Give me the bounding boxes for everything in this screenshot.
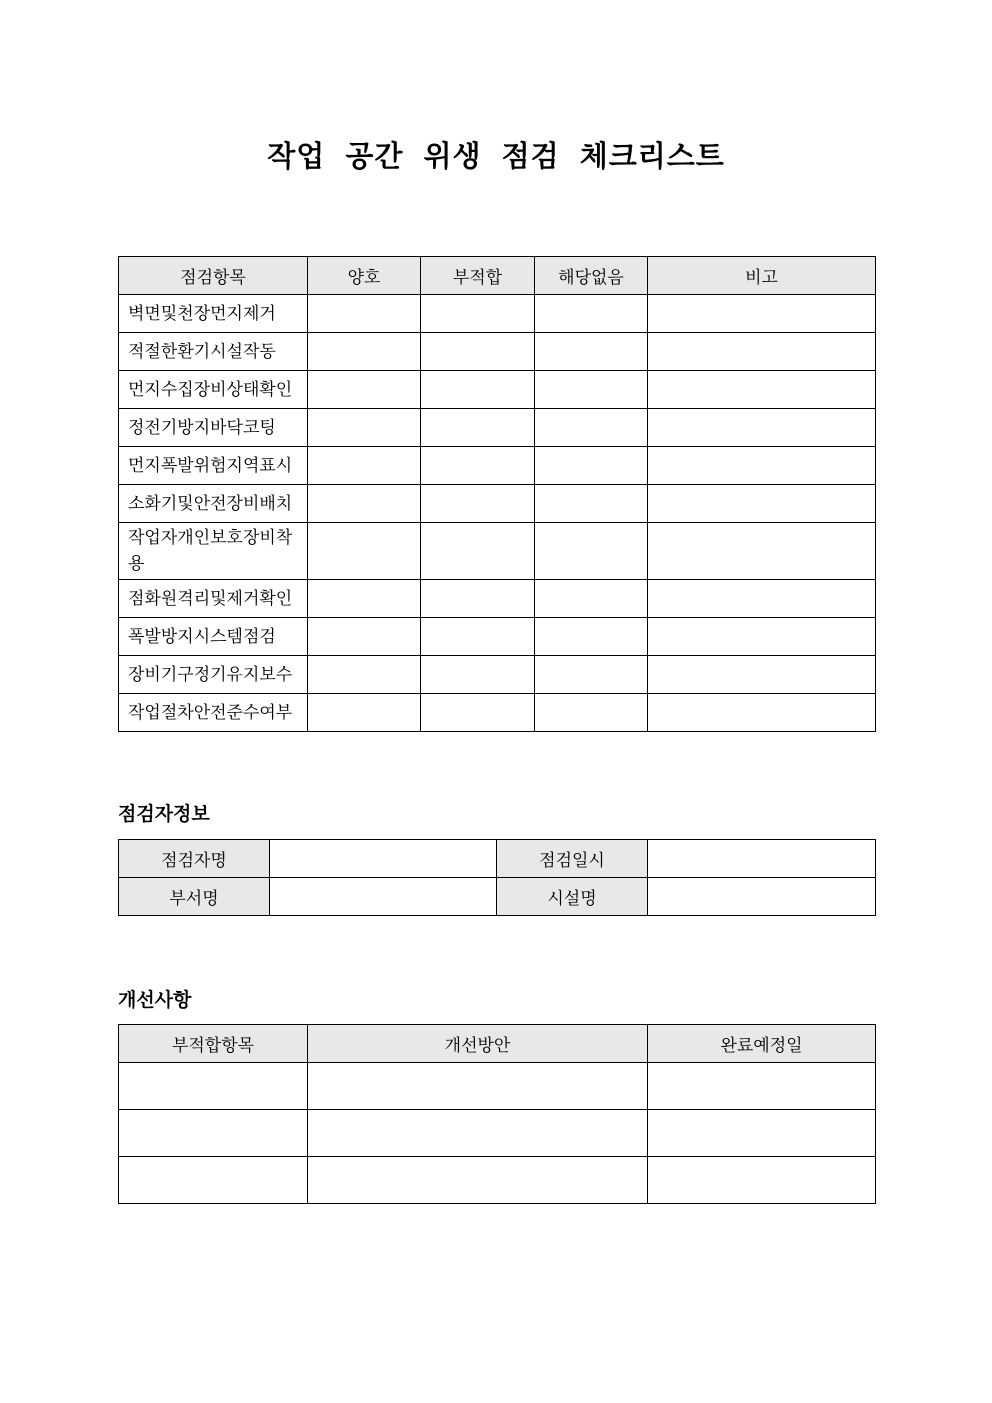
not-applicable-cell[interactable] xyxy=(535,409,648,447)
remarks-cell[interactable] xyxy=(648,295,876,333)
nonconforming-cell[interactable] xyxy=(421,409,535,447)
check-item-label: 장비기구정기유지보수 xyxy=(119,656,308,694)
good-cell[interactable] xyxy=(308,580,421,618)
good-cell[interactable] xyxy=(308,618,421,656)
table-row xyxy=(119,523,876,580)
remarks-cell[interactable] xyxy=(648,694,876,732)
table-row xyxy=(119,656,876,694)
check-item-label: 작업절차안전준수여부 xyxy=(119,694,308,732)
nonconforming-cell[interactable] xyxy=(421,656,535,694)
table-row xyxy=(119,409,876,447)
table-row xyxy=(119,371,876,409)
nonconforming-item-cell[interactable] xyxy=(119,1157,308,1204)
nonconforming-item-cell[interactable] xyxy=(119,1063,308,1110)
table-row xyxy=(119,333,876,371)
nonconforming-item-cell[interactable] xyxy=(119,1110,308,1157)
remarks-cell[interactable] xyxy=(648,618,876,656)
page-title: 작업 공간 위생 점검 체크리스트 xyxy=(267,139,725,173)
good-cell[interactable] xyxy=(308,409,421,447)
inspector-name-label: 점검자명 xyxy=(119,840,270,878)
table-row xyxy=(119,694,876,732)
not-applicable-cell[interactable] xyxy=(535,523,648,580)
table-row xyxy=(119,580,876,618)
improvement-plan-cell[interactable] xyxy=(308,1110,648,1157)
not-applicable-cell[interactable] xyxy=(535,295,648,333)
nonconforming-cell[interactable] xyxy=(421,295,535,333)
improvements-heading: 개선사항 xyxy=(118,989,192,1011)
not-applicable-cell[interactable] xyxy=(535,618,648,656)
inspector-info-heading: 점검자정보 xyxy=(118,803,210,825)
table-row xyxy=(119,295,876,333)
good-cell[interactable] xyxy=(308,485,421,523)
good-cell[interactable] xyxy=(308,371,421,409)
completion-date-cell[interactable] xyxy=(648,1063,876,1110)
check-item-label: 적절한환기시설작동 xyxy=(119,333,308,371)
table-row xyxy=(119,1063,876,1110)
not-applicable-cell[interactable] xyxy=(535,371,648,409)
good-cell[interactable] xyxy=(308,656,421,694)
not-applicable-cell[interactable] xyxy=(535,485,648,523)
check-item-label: 정전기방지바닥코팅 xyxy=(119,409,308,447)
nonconforming-cell[interactable] xyxy=(421,447,535,485)
good-cell[interactable] xyxy=(308,333,421,371)
improvements-table xyxy=(118,1024,876,1204)
completion-date-cell[interactable] xyxy=(648,1110,876,1157)
nonconforming-cell[interactable] xyxy=(421,371,535,409)
remarks-cell[interactable] xyxy=(648,485,876,523)
nonconforming-cell[interactable] xyxy=(421,580,535,618)
good-cell[interactable] xyxy=(308,295,421,333)
check-item-label: 먼지수집장비상태확인 xyxy=(119,371,308,409)
table-row xyxy=(119,447,876,485)
improvements-header-row xyxy=(119,1025,876,1063)
header-not-applicable: 해당없음 xyxy=(535,257,648,295)
remarks-cell[interactable] xyxy=(648,409,876,447)
check-item-label: 작업자개인보호장비착용 xyxy=(119,523,308,580)
inspection-datetime-field[interactable] xyxy=(648,840,876,878)
remarks-cell[interactable] xyxy=(648,656,876,694)
improvement-plan-cell[interactable] xyxy=(308,1063,648,1110)
remarks-cell[interactable] xyxy=(648,523,876,580)
header-improvement-plan: 개선방안 xyxy=(308,1025,648,1063)
not-applicable-cell[interactable] xyxy=(535,694,648,732)
completion-date-cell[interactable] xyxy=(648,1157,876,1204)
department-label: 부서명 xyxy=(119,878,270,916)
facility-field[interactable] xyxy=(648,878,876,916)
header-good: 양호 xyxy=(308,257,421,295)
header-completion-date: 완료예정일 xyxy=(648,1025,876,1063)
table-row xyxy=(119,1157,876,1204)
table-row xyxy=(119,485,876,523)
not-applicable-cell[interactable] xyxy=(535,333,648,371)
header-nonconforming-item: 부적합항목 xyxy=(119,1025,308,1063)
improvement-plan-cell[interactable] xyxy=(308,1157,648,1204)
table-row xyxy=(119,1110,876,1157)
remarks-cell[interactable] xyxy=(648,371,876,409)
department-field[interactable] xyxy=(270,878,497,916)
good-cell[interactable] xyxy=(308,447,421,485)
inspector-name-field[interactable] xyxy=(270,840,497,878)
nonconforming-cell[interactable] xyxy=(421,523,535,580)
nonconforming-cell[interactable] xyxy=(421,618,535,656)
table-row xyxy=(119,878,876,916)
header-nonconforming: 부적합 xyxy=(421,257,535,295)
not-applicable-cell[interactable] xyxy=(535,580,648,618)
table-row xyxy=(119,618,876,656)
checklist-header-row xyxy=(119,257,876,295)
inspection-datetime-label: 점검일시 xyxy=(497,840,648,878)
nonconforming-cell[interactable] xyxy=(421,694,535,732)
check-item-label: 폭발방지시스템점검 xyxy=(119,618,308,656)
check-item-label: 벽면및천장먼지제거 xyxy=(119,295,308,333)
header-remarks: 비고 xyxy=(648,257,876,295)
nonconforming-cell[interactable] xyxy=(421,485,535,523)
remarks-cell[interactable] xyxy=(648,447,876,485)
check-item-label: 점화원격리및제거확인 xyxy=(119,580,308,618)
check-item-label: 먼지폭발위험지역표시 xyxy=(119,447,308,485)
check-item-label: 소화기및안전장비배치 xyxy=(119,485,308,523)
table-row xyxy=(119,840,876,878)
inspector-info-table xyxy=(118,839,876,916)
nonconforming-cell[interactable] xyxy=(421,333,535,371)
facility-label: 시설명 xyxy=(497,878,648,916)
remarks-cell[interactable] xyxy=(648,333,876,371)
not-applicable-cell[interactable] xyxy=(535,656,648,694)
remarks-cell[interactable] xyxy=(648,580,876,618)
header-item: 점검항목 xyxy=(119,257,308,295)
good-cell[interactable] xyxy=(308,694,421,732)
not-applicable-cell[interactable] xyxy=(535,447,648,485)
good-cell[interactable] xyxy=(308,523,421,580)
checklist-table xyxy=(118,256,876,732)
